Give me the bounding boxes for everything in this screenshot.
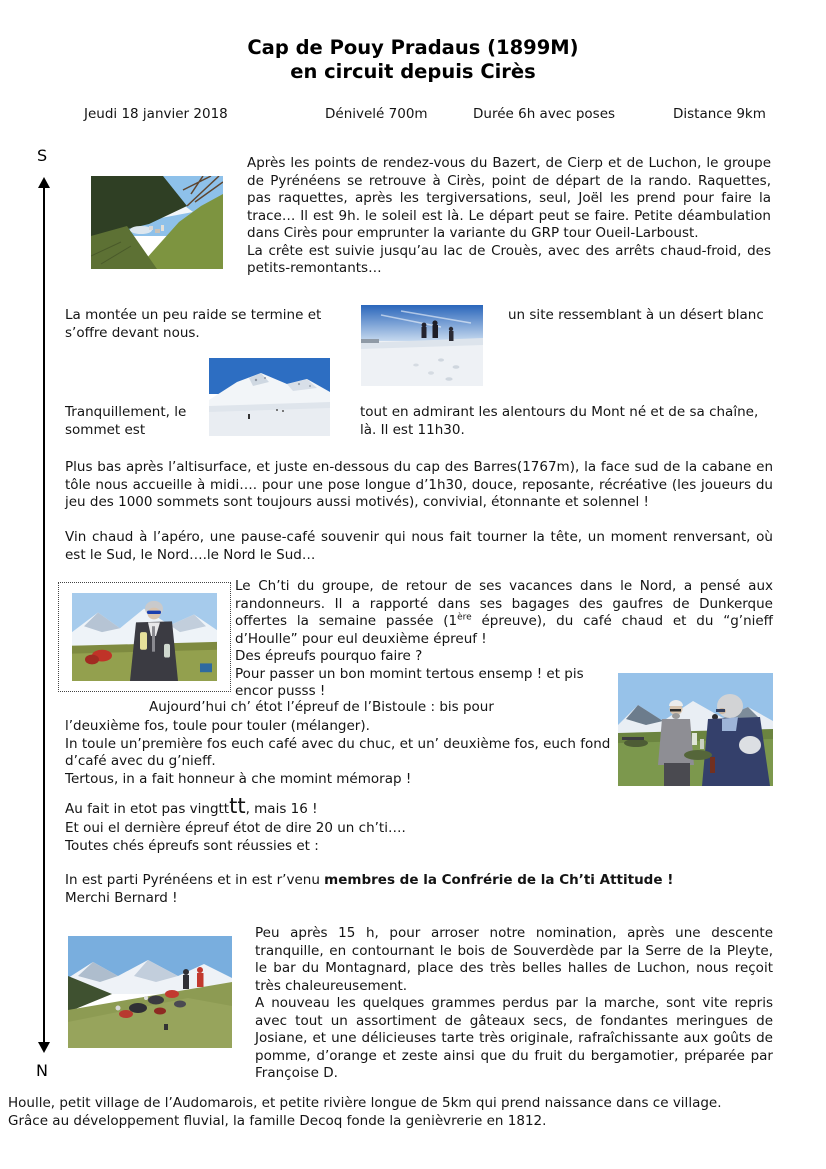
epreuve-line-3: Toutes chés épreufs sont réussies et : — [65, 838, 319, 854]
photo-group-rest — [68, 936, 232, 1048]
vingt-line — [65, 794, 565, 819]
arrow-down-head — [38, 1042, 50, 1053]
photo-snow-walkers — [361, 305, 483, 386]
nomination-line — [65, 872, 773, 890]
chti-question-2b: encor pusss ! — [235, 683, 326, 699]
merchi-line: Merchi Bernard ! — [65, 890, 178, 906]
chti-paragraph — [235, 578, 773, 648]
montee-right-text: un site ressemblant à un désert blanc — [508, 307, 764, 323]
vingt-pre: Au fait in etot pas vingtt — [65, 801, 230, 817]
retour-text-1: Peu après 15 h, pour arroser notre nomination, après une descente tranquille, en contournant le bois de Souverdède par la Serre de la Pleyte, le bar du Montagnard, place des très belles halles de Luchon, nous reçoit très chaleureusement. — [255, 925, 773, 994]
retour-text-2: A nouveau les quelques grammes perdus par la marche, sont vite repris avec tout un assortiment de gâteaux secs, de fondantes meringues de Josiane, et une délicieuses tarte très originale, rafraîchissante aux goûts de pomme, d’orange et zeste ainsi que du fruit du bergamotier, préparée par Françoise D. — [255, 995, 773, 1081]
meta-duree: Durée 6h avec poses — [473, 106, 616, 122]
sommet-left-text: Tranquillement, le sommet est — [65, 404, 187, 438]
nomination-pre: In est parti Pyrénéens et in est r’venu — [65, 872, 325, 888]
intro-paragraph — [247, 155, 771, 278]
chti-sup: ère — [457, 612, 472, 623]
meta-distance: Distance 9km — [673, 106, 766, 122]
meta-date: Jeudi 18 janvier 2018 — [84, 106, 228, 122]
sommet-right-text: tout en admirant les alentours du Mont né et de sa chaîne, là. Il est 11h30. — [360, 404, 759, 438]
photo-frame-dashed — [58, 582, 231, 692]
nomination-bold: membres de la Confrérie de la Ch’ti Attitude ! — [324, 872, 674, 888]
vingt-big-t: tt — [229, 794, 246, 818]
photo-village-cires — [91, 176, 223, 269]
vingt-post: , mais 16 ! — [245, 801, 318, 817]
chti-paragraph-post: épreuve), du café chaud et du “g’nieff d’Houlle” pour eul deuxième épreuf ! — [235, 613, 773, 647]
footer-line-1: Houlle, petit village de l’Audomarois, et petite rivière longue de 5km qui prend naissance dans ce village. — [8, 1095, 722, 1111]
compass-arrow-line — [43, 186, 45, 1044]
pause-paragraph-2: Vin chaud à l’apéro, une pause-café souvenir qui nous fait tourner la tête, un moment renversant, où est le Sud, le Nord….le Nord le Sud… — [65, 529, 773, 563]
chti-cont-3: Tertous, in a fait honneur à che momint mémorap ! — [65, 770, 412, 787]
chti-question-1: Des épreufs pourquo faire ? — [235, 648, 423, 664]
compass-south-label: S — [37, 146, 48, 165]
chti-continuation — [65, 718, 643, 788]
chti-paragraph-pre: Le Ch’ti du groupe, de retour de ses vacances dans le Nord, a pensé aux randonneurs. Il a rapporté dans ses bagages des gaufres de Dunkerque offertes la semaine passée (1 — [235, 578, 773, 629]
page-title-line1: Cap de Pouy Pradaus (1899M) — [247, 36, 579, 59]
footer-line-2: Grâce au développement fluvial, la famille Decoq fonde la genièvrerie en 1812. — [8, 1112, 547, 1129]
chti-bistoule-line: Aujourd’hui ch’ étot l’épreuf de l’Bistoule : bis pour — [149, 699, 494, 715]
compass-north-label: N — [36, 1061, 48, 1080]
photo-snowy-summit — [209, 358, 330, 436]
montee-left-text: La montée un peu raide se termine et s’offre devant nous. — [65, 307, 322, 341]
chti-cont-2: In toule un’première fos euch café avec du chuc, et un’ deuxième fos, euch fond d’café avec du g’nieff. — [65, 735, 611, 769]
chti-question-2a: Pour passer un bon momint tertous ensemp ! et pis — [235, 665, 584, 682]
intro-text-2: La crête est suivie jusqu’au lac de Crouès, avec des arrêts chaud-froid, des petits-remontants… — [247, 242, 771, 276]
retour-paragraph — [255, 925, 773, 1083]
intro-text-1: Après les points de rendez-vous du Bazert, de Cierp et de Luchon, le groupe de Pyrénéens se retrouve à Cirès, point de départ de la rando. Raquettes, pas raquettes, après les tergiversations, seul, Joël les prend pour faire la trace… Il est 9h. le soleil est là. Le départ peut se faire. Petite déambulation dans Cirès pour emprunter la variante du GRP tour Oueil-Larboust. — [247, 155, 771, 241]
photo-toast-bistoule — [618, 673, 773, 786]
page-title — [0, 36, 826, 84]
photo-chti-portrait — [72, 593, 217, 681]
chti-cont-1: l’deuxième fos, toule pour touler (mélanger). — [65, 718, 370, 734]
footer-note — [8, 1095, 814, 1130]
meta-denivele: Dénivelé 700m — [325, 106, 428, 122]
page-title-line2: en circuit depuis Cirès — [290, 60, 536, 83]
pause-paragraph-1: Plus bas après l’altisurface, et juste en-dessous du cap des Barres(1767m), la face sud de la cabane en tôle nous accueille à midi…. pour une pose longue d’1h30, douce, reposante, récréative (les joueurs du jeu des 1000 sommets sont toujours aussi motivés), convivial, étonnante et solennel ! — [65, 459, 773, 510]
epreuve-line-2: Et oui el dernière épreuf étot de dire 20 un ch’ti…. — [65, 820, 406, 836]
